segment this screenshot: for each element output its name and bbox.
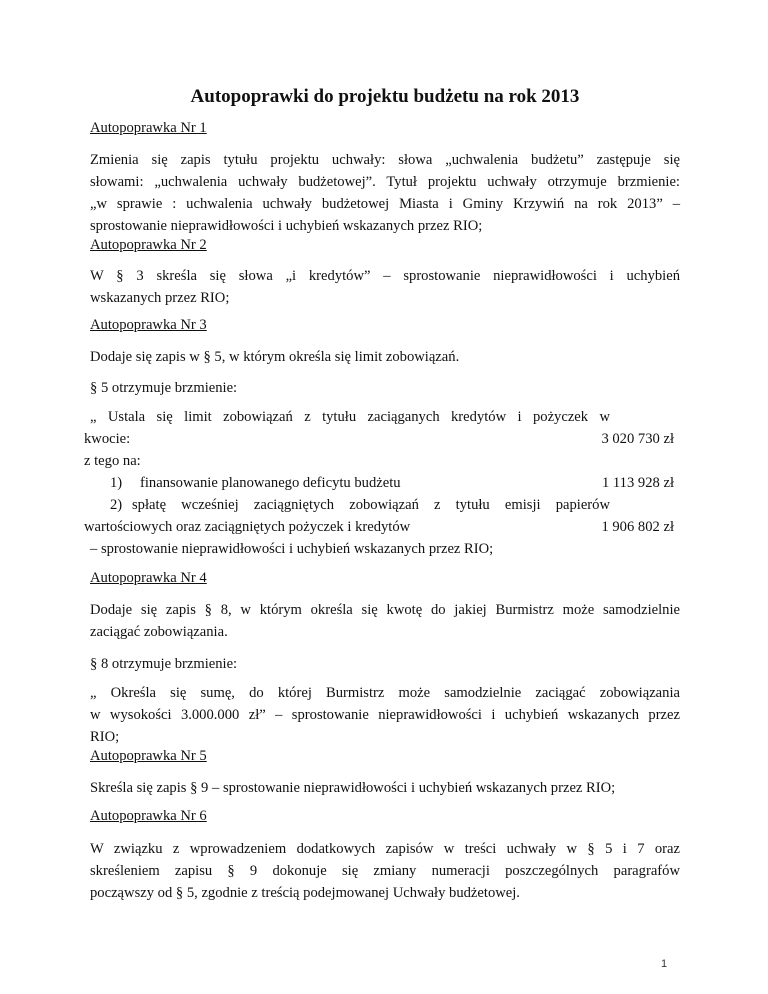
- limit-total-amount: 3 020 730 zł: [601, 431, 674, 447]
- amendment-3-closing: – sprostowanie nieprawidłowości i uchybień wskazanych przez RIO;: [90, 541, 494, 557]
- limit-line-1: „ Ustala się limit zobowiązań z tytułu zaciąganych kredytów i pożyczek w: [90, 409, 610, 425]
- amendment-6-heading: Autopoprawka Nr 6: [90, 808, 207, 824]
- text-line: „w sprawie : uchwalenia uchwały budżetowej Miasta i Gminy Krzywiń na rok 2013” –: [90, 196, 680, 212]
- amendment-1-text: [90, 149, 680, 237]
- amendment-1-heading: Autopoprawka Nr 1: [90, 120, 207, 136]
- amendment-4-sub: § 8 otrzymuje brzmienie:: [90, 656, 238, 672]
- text-line: „ Określa się sumę, do której Burmistrz może samodzielnie zaciągać zobowiązania: [90, 685, 680, 701]
- text-line: W § 3 skreśla się słowa „i kredytów” – sprostowanie nieprawidłowości i uchybień: [90, 268, 680, 284]
- text-line: słowami: „uchwalenia uchwały budżetowej”. Tytuł projektu uchwały otrzymuje brzmienie:: [90, 174, 680, 190]
- text-line: wskazanych przez RIO;: [90, 290, 230, 306]
- amendment-3-sub: § 5 otrzymuje brzmienie:: [90, 380, 238, 396]
- limit-item-2-amount: 1 906 802 zł: [601, 519, 674, 535]
- limit-item-1-amount: 1 113 928 zł: [601, 475, 674, 491]
- limit-line-2: kwocie:: [84, 431, 131, 447]
- debt-limit-block: [84, 406, 674, 538]
- limit-item-2-text: spłatę wcześniej zaciągniętych zobowiązań z tytułu emisji papierów: [132, 497, 610, 513]
- limit-line-3: z tego na:: [84, 453, 141, 469]
- amendment-5-text: Skreśla się zapis § 9 – sprostowanie nieprawidłowości i uchybień wskazanych przez RIO;: [90, 780, 616, 796]
- amendment-3-intro: Dodaje się zapis w § 5, w którym określa się limit zobowiązań.: [90, 349, 460, 365]
- amendment-4-quote: [90, 682, 680, 748]
- amendment-2-text: [90, 265, 680, 309]
- text-line: Zmienia się zapis tytułu projektu uchwały: słowa „uchwalenia budżetu” zastępuje się: [90, 152, 680, 168]
- amendment-6-text: [90, 838, 680, 904]
- text-line: RIO;: [90, 729, 120, 745]
- limit-item-1-number: 1): [110, 475, 123, 491]
- text-line: Dodaje się zapis § 8, w którym określa się kwotę do jakiej Burmistrz może samodzielnie: [90, 602, 680, 618]
- amendment-2-heading: Autopoprawka Nr 2: [90, 237, 207, 253]
- text-line: w wysokości 3.000.000 zł” – sprostowanie nieprawidłowości i uchybień wskazanych przez: [90, 707, 680, 723]
- page-number: 1: [661, 958, 668, 970]
- limit-item-1-text: finansowanie planowanego deficytu budżetu: [140, 475, 401, 491]
- text-line: sprostowanie nieprawidłowości i uchybień wskazanych przez RIO;: [90, 218, 483, 234]
- limit-item-2-number: 2): [110, 497, 123, 513]
- amendment-3-heading: Autopoprawka Nr 3: [90, 317, 207, 333]
- text-line: zaciągać zobowiązania.: [90, 624, 228, 640]
- amendment-5-heading: Autopoprawka Nr 5: [90, 748, 207, 764]
- amendment-4-heading: Autopoprawka Nr 4: [90, 570, 207, 586]
- text-line: W związku z wprowadzeniem dodatkowych zapisów w treści uchwały w § 5 i 7 oraz: [90, 841, 680, 857]
- text-line: począwszy od § 5, zgodnie z treścią podejmowanej Uchwały budżetowej.: [90, 885, 520, 901]
- limit-item-2-text-cont: wartościowych oraz zaciągniętych pożyczek i kredytów: [84, 519, 411, 535]
- document-title: Autopoprawki do projektu budżetu na rok 2013: [190, 86, 580, 107]
- text-line: skreśleniem zapisu § 9 dokonuje się zmiany numeracji poszczególnych paragrafów: [90, 863, 680, 879]
- amendment-4-text: [90, 599, 680, 643]
